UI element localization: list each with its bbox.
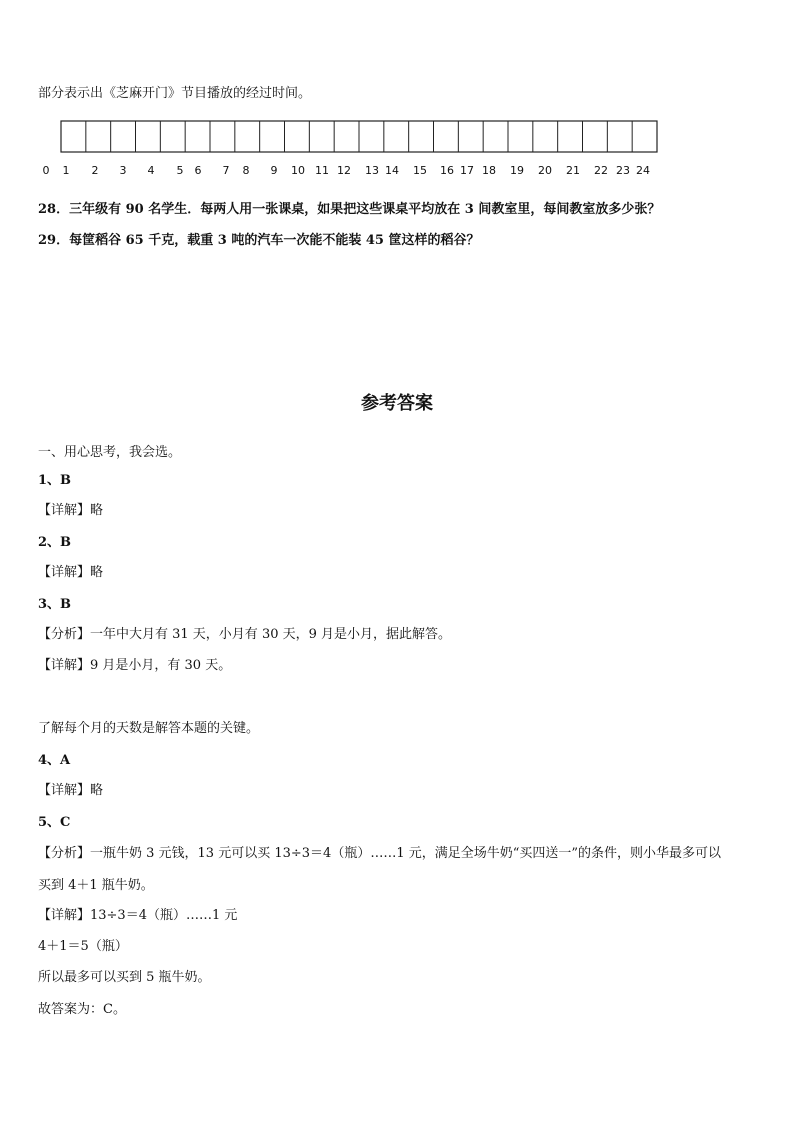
answer-1: 1、B <box>38 473 72 488</box>
time-label: 23 <box>616 164 630 177</box>
final-answer-5: 故答案为：C。 <box>38 1002 126 1017</box>
time-label: 15 <box>413 164 427 177</box>
time-label: 11 <box>315 164 329 177</box>
section-heading: 一、用心思考，我会选。 <box>38 445 182 460</box>
time-label: 17 <box>460 164 474 177</box>
calc-5: 4＋1＝5（瓶） <box>38 939 128 954</box>
detail-5: 【详解】13÷3＝4（瓶）……1 元 <box>38 908 238 923</box>
time-label: 0 <box>42 164 50 177</box>
analysis-5-line2: 买到 4＋1 瓶牛奶。 <box>38 878 154 893</box>
answer-3: 3、B <box>38 597 72 612</box>
question-29: 29．每筐稻谷 65 千克，载重 3 吨的汽车一次能不能装 45 筐这样的稻谷？ <box>38 233 480 248</box>
detail-3: 【详解】9 月是小月，有 30 天。 <box>38 658 232 673</box>
intro-text: 部分表示出《芝麻开门》节目播放的经过时间。 <box>38 86 312 101</box>
time-label: 1 <box>62 164 70 177</box>
time-label: 9 <box>270 164 278 177</box>
detail-4: 【详解】略 <box>38 783 104 798</box>
question-28: 28．三年级有 90 名学生．每两人用一张课桌，如果把这些课桌平均放在 3 间教室里，每间教室放多少张？ <box>38 202 661 217</box>
analysis-3: 【分析】一年中大月有 31 天，小月有 30 天，9 月是小月，据此解答。 <box>38 627 452 642</box>
time-label: 10 <box>291 164 305 177</box>
time-label: 6 <box>194 164 202 177</box>
answer-2: 2、B <box>38 535 72 550</box>
time-label: 18 <box>482 164 496 177</box>
time-label: 5 <box>176 164 184 177</box>
time-label: 19 <box>510 164 524 177</box>
time-label: 3 <box>119 164 127 177</box>
time-label: 24 <box>636 164 650 177</box>
time-label: 2 <box>91 164 99 177</box>
time-label: 16 <box>440 164 454 177</box>
time-label: 8 <box>242 164 250 177</box>
answer-5: 5、C <box>38 815 71 830</box>
time-label: 20 <box>538 164 552 177</box>
time-label: 21 <box>566 164 580 177</box>
time-label: 12 <box>337 164 351 177</box>
detail-1: 【详解】略 <box>38 503 104 518</box>
answers-title: 参考答案 <box>361 393 433 414</box>
conclusion-5: 所以最多可以买到 5 瓶牛奶。 <box>38 970 211 985</box>
comment-3: 了解每个月的天数是解答本题的关键。 <box>38 721 260 736</box>
answer-4: 4、A <box>38 753 71 768</box>
time-label: 14 <box>385 164 399 177</box>
time-strip <box>0 0 794 190</box>
time-label: 22 <box>594 164 608 177</box>
detail-2: 【详解】略 <box>38 565 104 580</box>
time-label: 4 <box>147 164 155 177</box>
analysis-5-line1: 【分析】一瓶牛奶 3 元钱，13 元可以买 13÷3＝4（瓶）……1 元，满足全场牛奶“买四送一”的条件，则小华最多可以 <box>38 846 722 861</box>
time-label: 7 <box>222 164 230 177</box>
time-label: 13 <box>365 164 379 177</box>
